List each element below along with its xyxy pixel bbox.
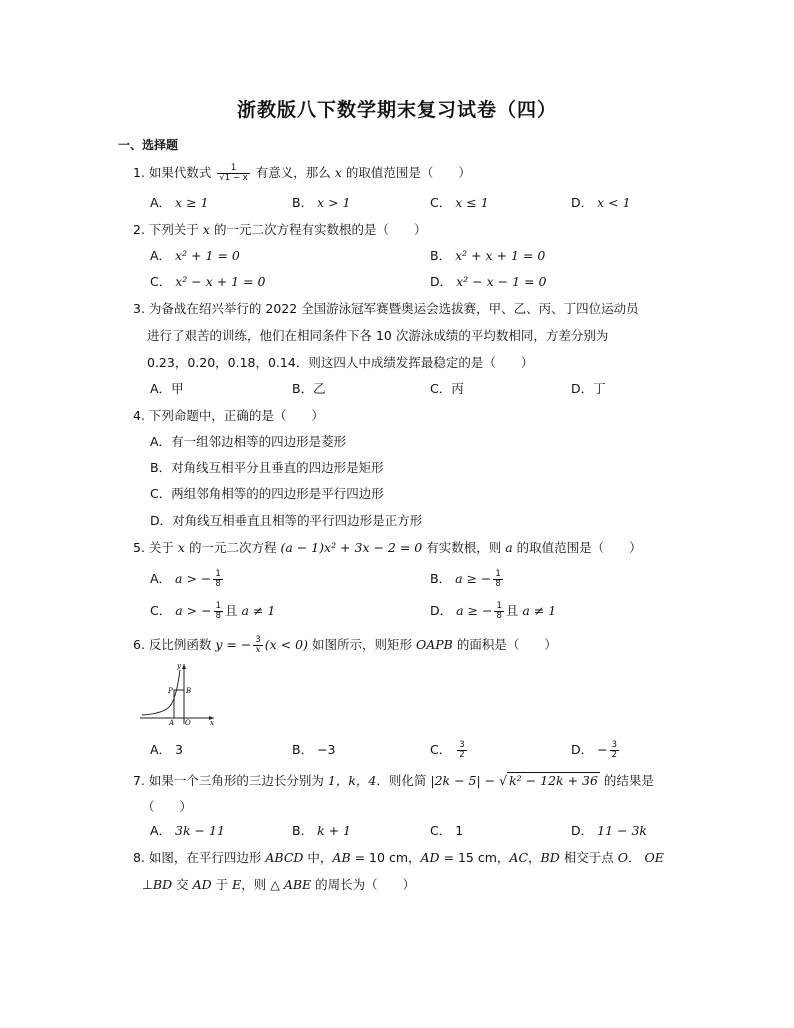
question-7-option-c[interactable]: C． 1 bbox=[430, 823, 464, 838]
question-3-line-2: 进行了艰苦的训练，他们在相同条件下各 10 次游泳成绩的平均数相同，方差分别为 bbox=[147, 328, 609, 343]
question-7-option-b[interactable]: B． k + 1 bbox=[292, 823, 352, 838]
question-6-stem: 6. 反比例函数 y = − $\frac{3}{x}$ (x < 0) 如图所示，则矩形 OAPB 的面积是（ ） bbox=[133, 635, 557, 655]
question-7-stem: 7. 如果一个三角形的三边长分别为 1，k，4．则化简 |2k − 5| − √ k² − 12k + 36 的结果是 bbox=[133, 773, 654, 788]
hyperbola-figure bbox=[138, 658, 218, 726]
label-o: O bbox=[185, 719, 191, 726]
question-5-stem: 5. 关于 x 的一元二次方程 (a − 1)x² + 3x − 2 = 0 有实数根，则 a 的取值范围是（ ） bbox=[133, 540, 642, 555]
question-4-option-b[interactable]: B．对角线互相平分且垂直的四边形是矩形 bbox=[150, 460, 384, 475]
label-y: y bbox=[177, 662, 181, 670]
question-6-option-b[interactable]: B． −3 bbox=[292, 742, 336, 757]
question-4-option-c[interactable]: C．两组邻角相等的的四边形是平行四边形 bbox=[150, 486, 384, 501]
question-5-option-b[interactable]: B． a ≥ − $\frac{1}{8}$ bbox=[430, 569, 501, 589]
question-1-option-b[interactable]: B． x > 1 bbox=[292, 195, 351, 210]
question-3-option-c[interactable]: C．丙 bbox=[430, 381, 464, 396]
question-6-option-c[interactable]: C． $\frac{3}{2}$ bbox=[430, 740, 465, 760]
question-3-option-b[interactable]: B．乙 bbox=[292, 381, 326, 396]
question-1-option-c[interactable]: C． x ≤ 1 bbox=[430, 195, 489, 210]
question-6-option-d[interactable]: D． − $\frac{3}{2}$ bbox=[571, 740, 618, 760]
question-3-option-d[interactable]: D．丁 bbox=[571, 381, 606, 396]
question-2-option-a[interactable]: A． x² + 1 = 0 bbox=[150, 248, 240, 263]
question-8-line-1: 8. 如图，在平行四边形 ABCD 中，AB = 10 cm，AD = 15 cm，AC，BD 相交于点 O． OE bbox=[133, 850, 664, 865]
label-p: P bbox=[168, 687, 173, 695]
question-3-line-3: 0.23，0.20，0.18，0.14．则这四人中成绩发挥最稳定的是（ ） bbox=[147, 355, 534, 370]
question-4-option-d[interactable]: D．对角线互相垂直且相等的平行四边形是正方形 bbox=[150, 513, 423, 528]
question-5-option-a[interactable]: A． a > − $\frac{1}{8}$ bbox=[150, 569, 221, 589]
label-b: B bbox=[186, 687, 192, 695]
section-heading: 一、选择题 bbox=[118, 138, 179, 152]
question-1-option-d[interactable]: D． x < 1 bbox=[571, 195, 631, 210]
question-7-line-2: （ ） bbox=[142, 799, 193, 814]
question-3-option-a[interactable]: A．甲 bbox=[150, 381, 184, 396]
question-3-line-1: 3. 为备战在绍兴举行的 2022 全国游泳冠军赛暨奥运会选拔赛，甲、乙、丙、丁四位运动员 bbox=[133, 301, 639, 316]
question-6-option-a[interactable]: A． 3 bbox=[150, 742, 183, 757]
question-7-option-d[interactable]: D． 11 − 3k bbox=[571, 823, 647, 838]
question-5-option-c[interactable]: C． a > − $\frac{1}{8}$ 且 a ≠ 1 bbox=[150, 601, 276, 621]
y-axis-arrow bbox=[182, 664, 186, 669]
question-4-option-a[interactable]: A．有一组邻边相等的四边形是菱形 bbox=[150, 434, 347, 449]
label-a: A bbox=[169, 719, 175, 726]
question-2-stem: 2. 下列关于 x 的一元二次方程有实数根的是（ ） bbox=[133, 222, 427, 237]
question-1-option-a[interactable]: A． x ≥ 1 bbox=[150, 195, 209, 210]
question-2-option-d[interactable]: D． x² − x − 1 = 0 bbox=[430, 274, 547, 289]
fraction: $\frac{1}{√1 - x}$ bbox=[219, 163, 248, 183]
page-title: 浙教版八下数学期末复习试卷（四） bbox=[236, 99, 557, 121]
question-8-line-2: ⊥BD 交 AD 于 E，则 △ ABE 的周长为（ ） bbox=[142, 877, 416, 892]
question-5-option-d[interactable]: D． a ≥ − $\frac{1}{8}$ 且 a ≠ 1 bbox=[430, 601, 557, 621]
question-4-stem: 4. 下列命题中，正确的是（ ） bbox=[133, 408, 324, 423]
question-7-option-a[interactable]: A． 3k − 11 bbox=[150, 823, 225, 838]
label-x: x bbox=[210, 719, 214, 726]
question-1-stem: 1. 如果代数式 $\frac{1}{√1 - x}$ 有意义，那么 x 的取值范围是（ ） bbox=[133, 163, 471, 183]
question-2-option-c[interactable]: C． x² − x + 1 = 0 bbox=[150, 274, 266, 289]
question-2-option-b[interactable]: B． x² + x + 1 = 0 bbox=[430, 248, 546, 263]
